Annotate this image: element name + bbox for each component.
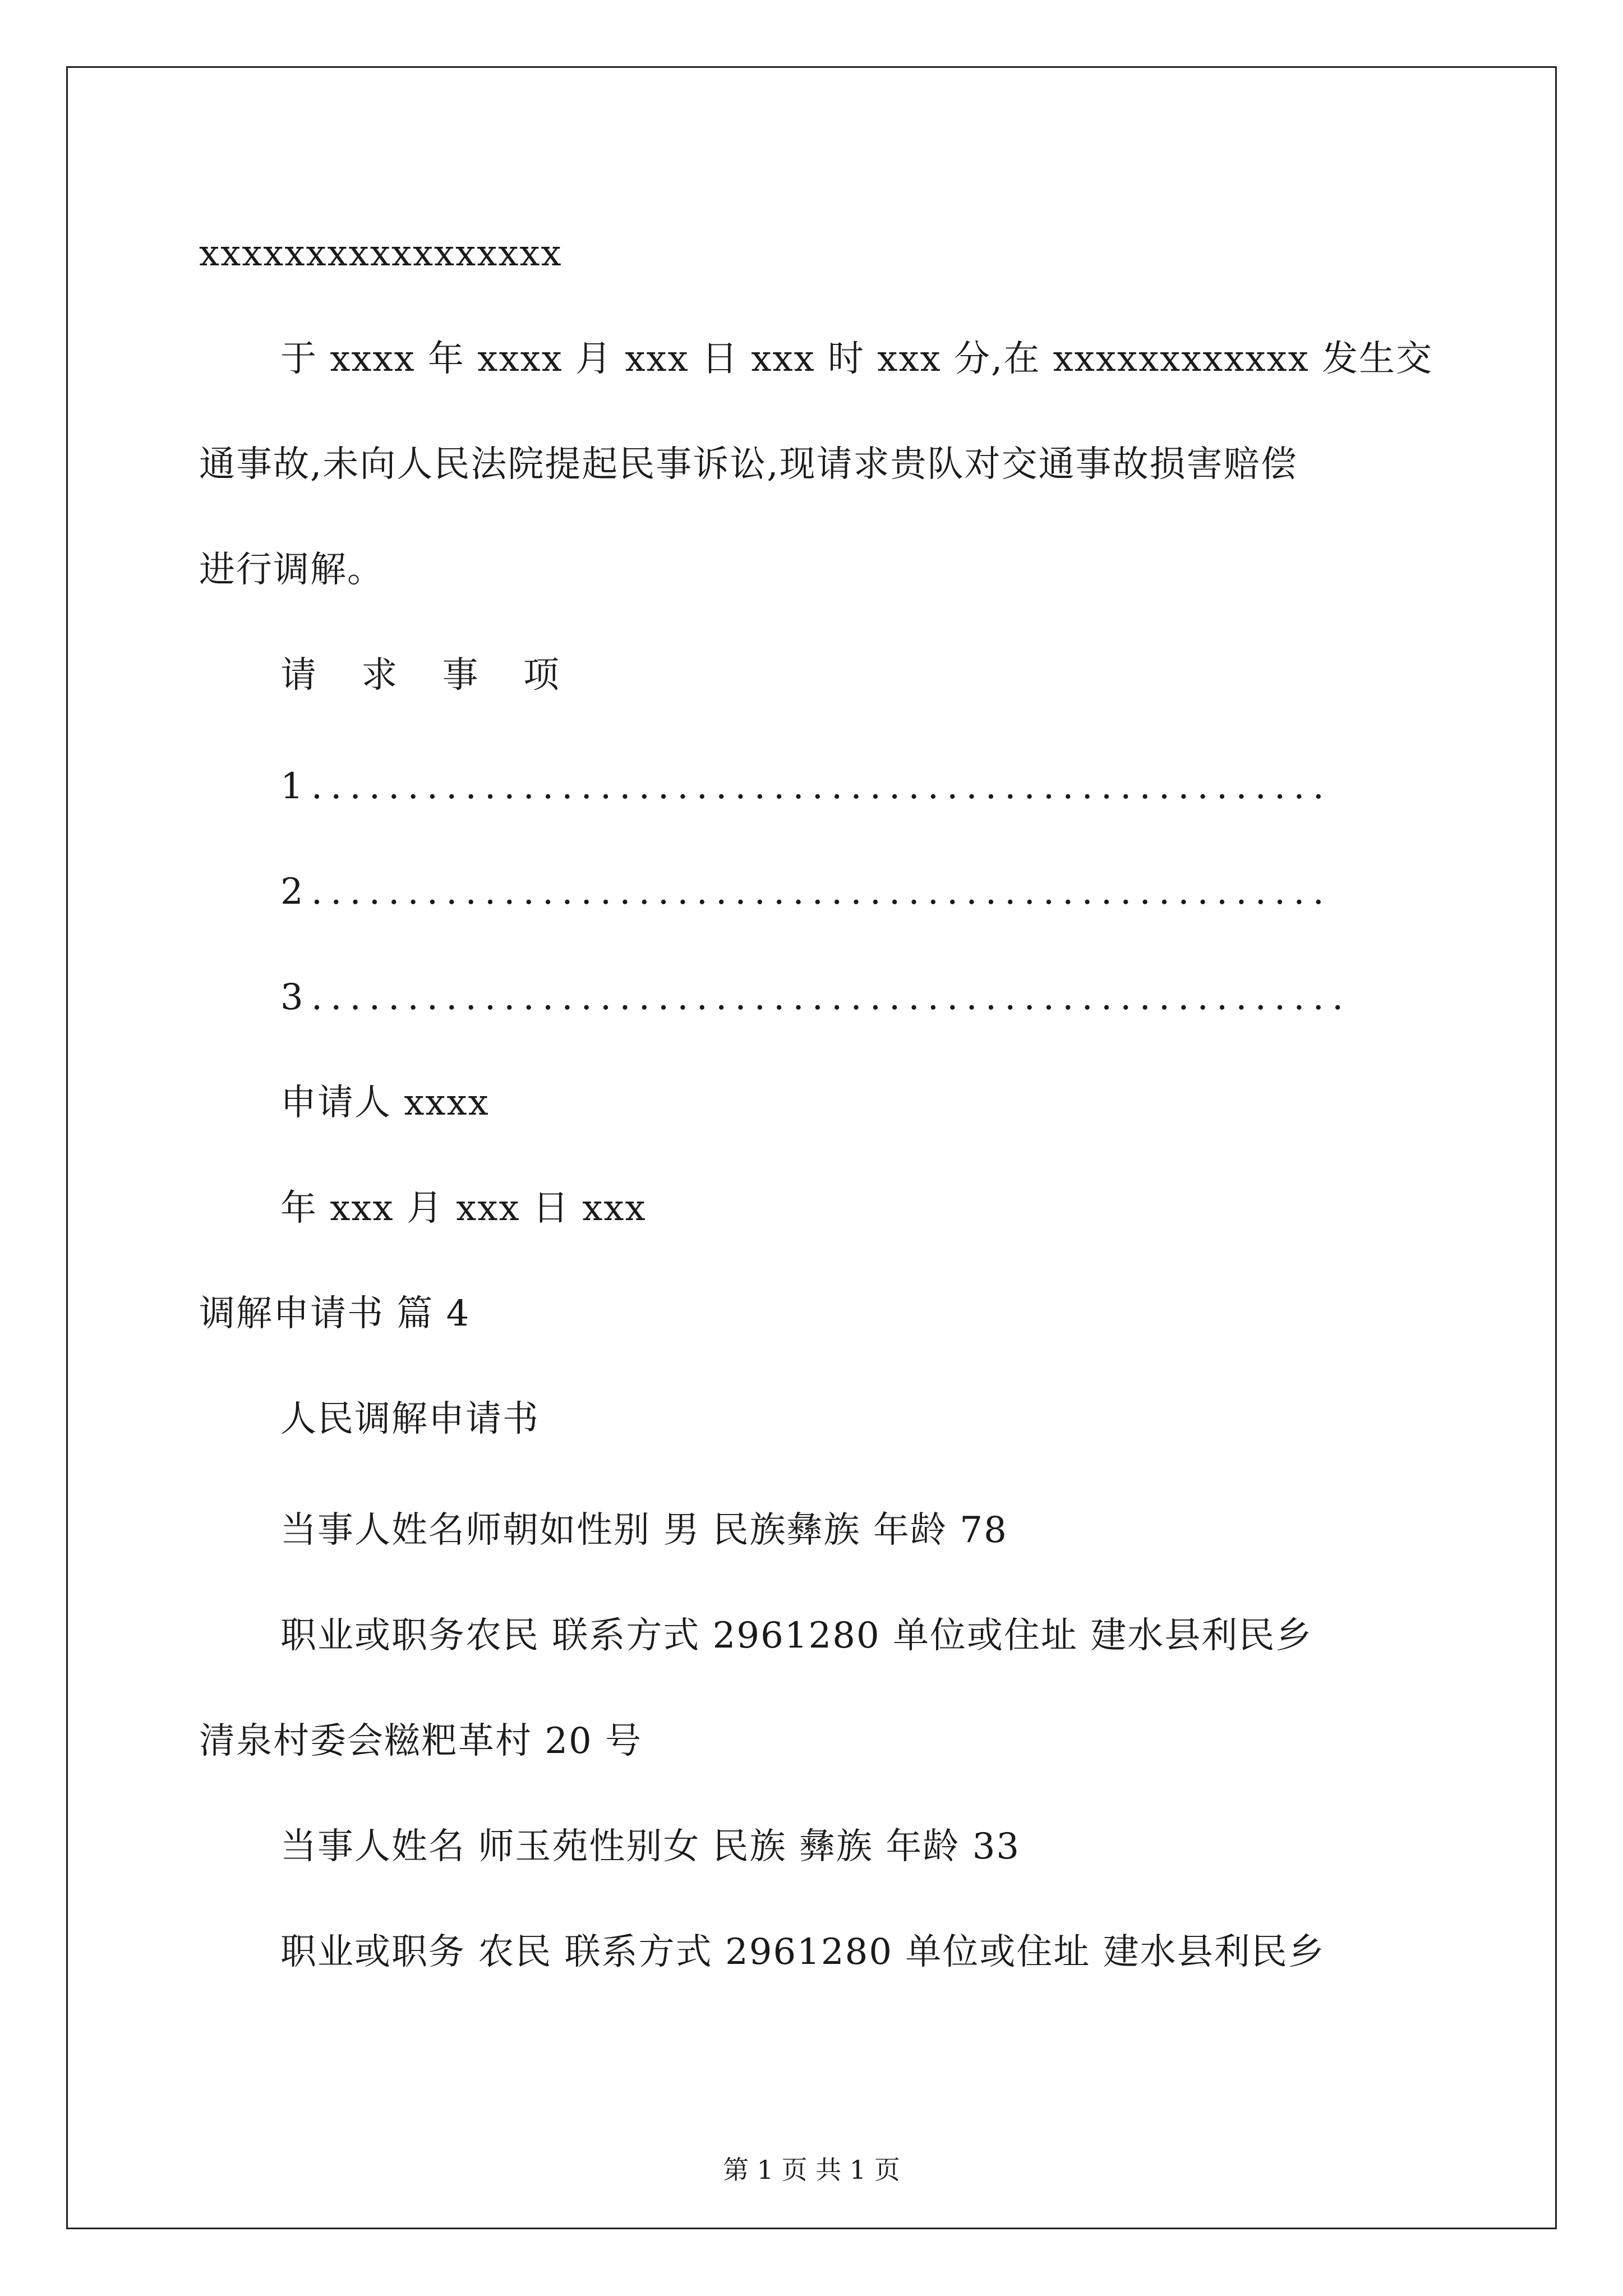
applicant-line: 申请人 xxxx: [280, 1082, 490, 1124]
party-1-occupation: 职业或职务农民 联系方式 2961280 单位或住址 建水县利民乡: [280, 1615, 1313, 1657]
request-item-2: 2.....................................................: [280, 871, 1332, 913]
date-line: 年 xxx 月 xxx 日 xxx: [280, 1188, 647, 1229]
text-line-3: 通事故,未向人民法院提起民事诉讼,现请求贵队对交通事故损害赔偿: [199, 444, 1298, 485]
text-line-2: 于 xxxx 年 xxxx 月 xxx 日 xxx 时 xxx 分,在 xxxxxxxxxxxx 发生交: [280, 338, 1433, 380]
page-border: [66, 66, 1557, 2229]
request-item-1: 1.....................................................: [280, 766, 1332, 807]
page-footer: 第 1 页 共 1 页: [723, 2155, 900, 2185]
party-2-occupation: 职业或职务 农民 联系方式 2961280 单位或住址 建水县利民乡: [280, 1931, 1325, 1973]
text-line-4: 进行调解。: [199, 549, 384, 591]
article-title: 调解申请书 篇 4: [199, 1293, 471, 1335]
party-2-info: 当事人姓名 师玉苑性别女 民族 彝族 年龄 33: [280, 1826, 1021, 1867]
text-line-1: xxxxxxxxxxxxxxxxx: [199, 233, 562, 274]
party-1-address: 清泉村委会糍粑革村 20 号: [199, 1720, 643, 1762]
request-item-3: 3......................................................: [280, 977, 1352, 1018]
document-title: 人民调解申请书: [280, 1398, 540, 1440]
section-heading: 请 求 事 项: [280, 655, 577, 696]
party-1-info: 当事人姓名师朝如性别 男 民族彝族 年龄 78: [280, 1510, 1008, 1551]
